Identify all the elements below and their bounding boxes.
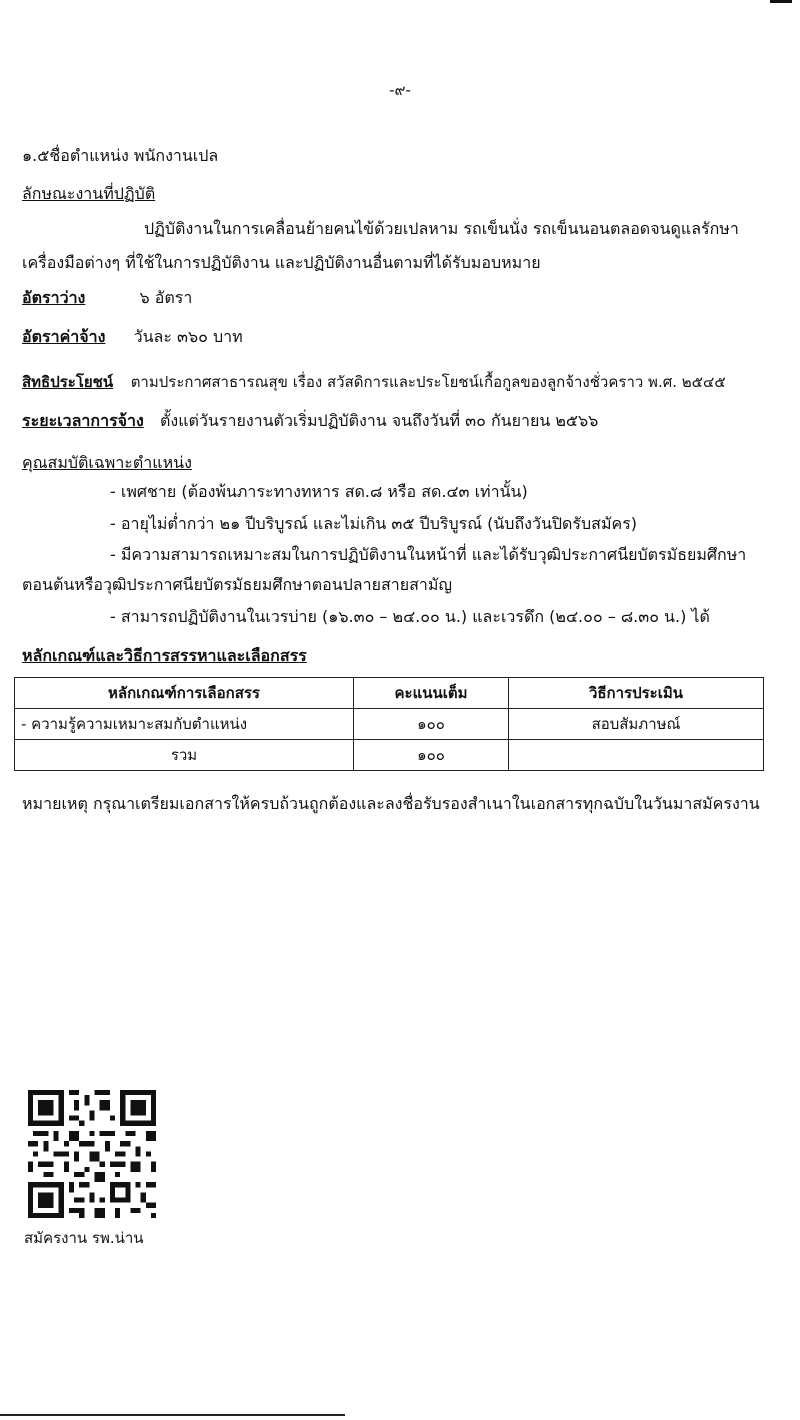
benefits-value: ตามประกาศสาธารณสุข เรื่อง สวัสดิการและประโยชน์เกื้อกูลของลูกจ้างชั่วคราว พ.ศ. ๒๕๔๕ [130,373,726,391]
vacancies-value: ๖ อัตรา [139,288,193,307]
corner-mark [770,0,792,3]
total-label-cell: รวม [15,740,354,771]
position-heading: ๑.๕ชื่อตำแหน่ง พนักงานเปล [22,146,219,165]
criteria-cell: - ความรู้ความเหมาะสมกับตำแหน่ง [15,709,354,740]
method-cell: สอบสัมภาษณ์ [509,709,764,740]
table-header-row [15,678,764,709]
qualification-item: - อายุไม่ต่ำกว่า ๒๑ ปีบริบูรณ์ และไม่เกิน ๓๕ ปีบริบูรณ์ (นับถึงวันปิดรับสมัคร) [110,514,638,533]
score-cell: ๑๐๐ [354,709,509,740]
benefits-label: สิทธิประโยชน์ [22,373,114,391]
vacancies-row [22,288,192,308]
column-header-criteria: หลักเกณฑ์การเลือกสรร [15,678,354,709]
qualification-item-continuation: ตอนต้นหรือวุฒิประกาศนียบัตรมัธยมศึกษาตอนปลายสายสามัญ [22,575,452,594]
duties-paragraph [22,212,784,280]
wage-value: วันละ ๓๖๐ บาท [133,327,243,346]
period-row [22,411,598,431]
vacancies-label: อัตราว่าง [22,288,86,307]
duties-title: ลักษณะงานที่ปฏิบัติ [22,184,156,203]
period-value: ตั้งแต่วันรายงานตัวเริ่มปฏิบัติงาน จนถึงวันที่ ๓๐ กันยายน ๒๕๖๖ [160,411,599,430]
qr-code[interactable] [28,1090,156,1218]
selection-title: หลักเกณฑ์และวิธีการสรรหาและเลือกสรร [22,646,307,665]
page-number: -๙- [389,81,411,99]
column-header-full-score: คะแนนเต็ม [354,678,509,709]
footer-rule [0,1414,345,1416]
note: หมายเหตุ กรุณาเตรียมเอกสารให้ครบถ้วนถูกต้องและลงชื่อรับรองสำเนาในเอกสารทุกฉบับในวันมาสมัครงาน [22,794,760,813]
wage-label: อัตราค่าจ้าง [22,327,106,346]
qr-caption: สมัครงาน รพ.น่าน [24,1229,144,1247]
wage-row [22,327,243,347]
total-method-cell [509,740,764,771]
table-total-row [15,740,764,771]
qualification-item: - มีความสามารถเหมาะสมในการปฏิบัติงานในหน้าที่ และได้รับวุฒิประกาศนียบัตรมัธยมศึกษา [110,545,747,564]
qualification-item: - สามารถปฏิบัติงานในเวรบ่าย (๑๖.๓๐ – ๒๔.๐๐ น.) และเวรดึก (๒๔.๐๐ – ๘.๓๐ น.) ได้ [110,607,710,626]
qualification-item: - เพศชาย (ต้องพ้นภาระทางทหาร สด.๘ หรือ สด.๔๓ เท่านั้น) [110,482,528,501]
duties-line-1: ปฏิบัติงานในการเคลื่อนย้ายคนไข้ด้วยเปลหาม รถเข็นนั่ง รถเข็นนอนตลอดจนดูแลรักษา [144,219,739,238]
total-score-cell: ๑๐๐ [354,740,509,771]
column-header-method: วิธีการประเมิน [509,678,764,709]
selection-table [14,677,764,771]
table-row [15,709,764,740]
duties-line-2: เครื่องมือต่างๆ ที่ใช้ในการปฏิบัติงาน และปฏิบัติงานอื่นตามที่ได้รับมอบหมาย [22,253,541,272]
qualifications-title: คุณสมบัติเฉพาะตำแหน่ง [22,453,192,472]
period-label: ระยะเวลาการจ้าง [22,411,144,430]
benefits-row [22,372,726,392]
